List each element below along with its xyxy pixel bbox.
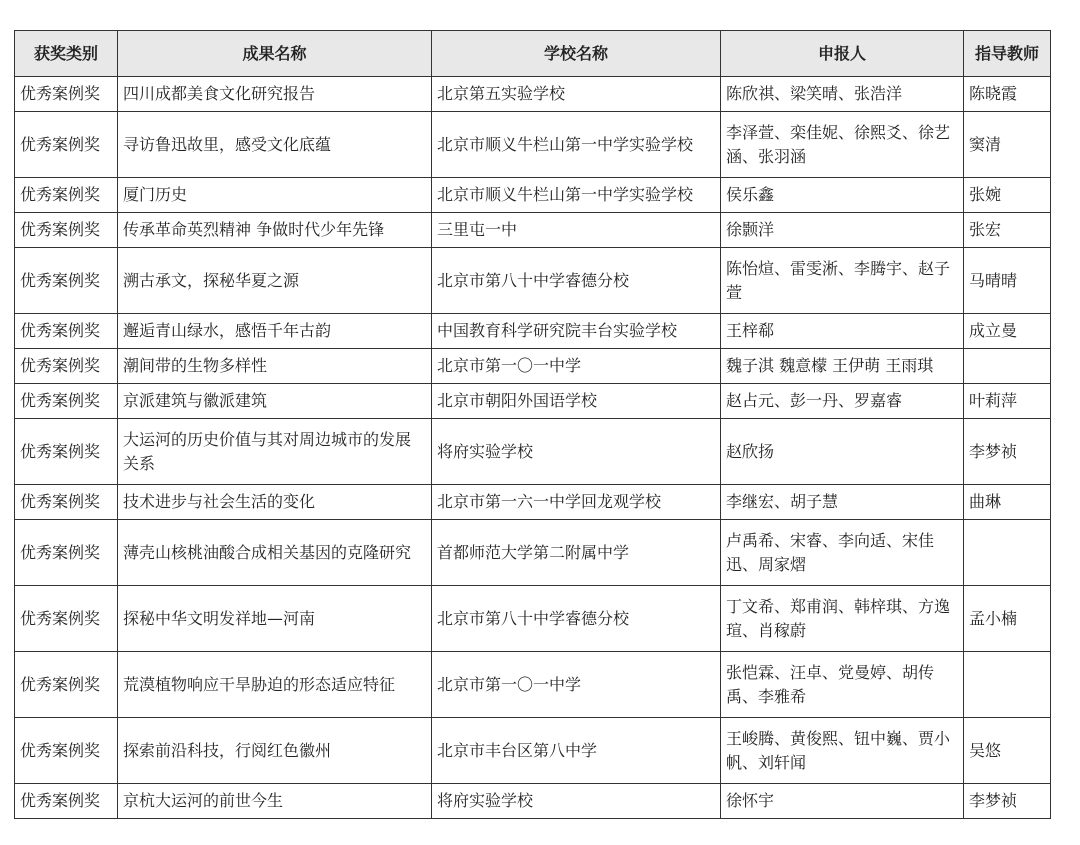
- cell-title: 薄壳山核桃油酸合成相关基因的克隆研究: [118, 520, 432, 586]
- cell-title: 传承革命英烈精神 争做时代少年先锋: [118, 213, 432, 248]
- table-row: [15, 314, 1051, 349]
- cell-teacher: 张婉: [964, 178, 1051, 213]
- cell-title: 京杭大运河的前世今生: [118, 784, 432, 819]
- cell-applicants: 丁文希、郑甫润、韩梓琪、方逸瑄、肖稼蔚: [721, 586, 964, 652]
- cell-title: 大运河的历史价值与其对周边城市的发展关系: [118, 419, 432, 485]
- cell-title: 探秘中华文明发祥地—河南: [118, 586, 432, 652]
- header-applicants: 申报人: [721, 31, 964, 77]
- cell-school: 北京市第一六一中学回龙观学校: [432, 485, 721, 520]
- awards-table: [14, 30, 1051, 819]
- header-teacher: 指导教师: [964, 31, 1051, 77]
- cell-category: 优秀案例奖: [15, 77, 118, 112]
- table-row: [15, 652, 1051, 718]
- cell-school: 北京市顺义牛栏山第一中学实验学校: [432, 178, 721, 213]
- cell-school: 北京市第八十中学睿德分校: [432, 586, 721, 652]
- cell-category: 优秀案例奖: [15, 248, 118, 314]
- cell-school: 北京市第一〇一中学: [432, 349, 721, 384]
- cell-category: 优秀案例奖: [15, 384, 118, 419]
- table-row: [15, 248, 1051, 314]
- cell-school: 北京市朝阳外国语学校: [432, 384, 721, 419]
- table-row: [15, 112, 1051, 178]
- cell-title: 探索前沿科技，行阅红色徽州: [118, 718, 432, 784]
- table-row: [15, 520, 1051, 586]
- header-school: 学校名称: [432, 31, 721, 77]
- cell-title: 寻访鲁迅故里，感受文化底蕴: [118, 112, 432, 178]
- cell-category: 优秀案例奖: [15, 784, 118, 819]
- cell-category: 优秀案例奖: [15, 213, 118, 248]
- cell-teacher: 张宏: [964, 213, 1051, 248]
- cell-applicants: 张恺霖、汪卓、党曼婷、胡传禹、李雅希: [721, 652, 964, 718]
- table-row: [15, 718, 1051, 784]
- cell-title: 荒漠植物响应干旱胁迫的形态适应特征: [118, 652, 432, 718]
- cell-applicants: 赵占元、彭一丹、罗嘉睿: [721, 384, 964, 419]
- cell-teacher: 陈晓霞: [964, 77, 1051, 112]
- cell-applicants: 王峻腾、黄俊熙、钮中巍、贾小帆、刘轩闻: [721, 718, 964, 784]
- cell-applicants: 卢禹希、宋睿、李向适、宋佳迅、周家熠: [721, 520, 964, 586]
- table-row: [15, 419, 1051, 485]
- cell-title: 溯古承文，探秘华夏之源: [118, 248, 432, 314]
- table-header-row: [15, 31, 1051, 77]
- cell-title: 技术进步与社会生活的变化: [118, 485, 432, 520]
- cell-category: 优秀案例奖: [15, 349, 118, 384]
- table-row: [15, 349, 1051, 384]
- cell-school: 三里屯一中: [432, 213, 721, 248]
- cell-teacher: [964, 349, 1051, 384]
- cell-school: 北京第五实验学校: [432, 77, 721, 112]
- table-body: [15, 77, 1051, 819]
- cell-applicants: 李泽萱、栾佳妮、徐熙爻、徐艺涵、张羽涵: [721, 112, 964, 178]
- cell-teacher: 马晴晴: [964, 248, 1051, 314]
- cell-school: 北京市顺义牛栏山第一中学实验学校: [432, 112, 721, 178]
- cell-title: 潮间带的生物多样性: [118, 349, 432, 384]
- cell-applicants: 魏子淇 魏意檬 王伊萌 王雨琪: [721, 349, 964, 384]
- cell-category: 优秀案例奖: [15, 586, 118, 652]
- header-title: 成果名称: [118, 31, 432, 77]
- cell-category: 优秀案例奖: [15, 178, 118, 213]
- cell-applicants: 陈欣祺、梁笑晴、张浩洋: [721, 77, 964, 112]
- cell-title: 四川成都美食文化研究报告: [118, 77, 432, 112]
- cell-title: 厦门历史: [118, 178, 432, 213]
- table-row: [15, 77, 1051, 112]
- cell-school: 北京市第一〇一中学: [432, 652, 721, 718]
- cell-category: 优秀案例奖: [15, 718, 118, 784]
- cell-teacher: 叶莉萍: [964, 384, 1051, 419]
- table-row: [15, 213, 1051, 248]
- table-row: [15, 485, 1051, 520]
- cell-applicants: 陈怡煊、雷雯淅、李腾宇、赵子萱: [721, 248, 964, 314]
- table-row: [15, 586, 1051, 652]
- cell-category: 优秀案例奖: [15, 419, 118, 485]
- cell-category: 优秀案例奖: [15, 652, 118, 718]
- awards-table-container: [14, 30, 1050, 819]
- table-row: [15, 784, 1051, 819]
- cell-school: 中国教育科学研究院丰台实验学校: [432, 314, 721, 349]
- cell-school: 首都师范大学第二附属中学: [432, 520, 721, 586]
- cell-teacher: 成立曼: [964, 314, 1051, 349]
- cell-applicants: 徐怀宇: [721, 784, 964, 819]
- cell-teacher: [964, 652, 1051, 718]
- cell-teacher: 李梦祯: [964, 419, 1051, 485]
- cell-category: 优秀案例奖: [15, 314, 118, 349]
- cell-teacher: 吴悠: [964, 718, 1051, 784]
- cell-teacher: 李梦祯: [964, 784, 1051, 819]
- cell-applicants: 赵欣扬: [721, 419, 964, 485]
- cell-school: 北京市第八十中学睿德分校: [432, 248, 721, 314]
- cell-applicants: 王梓郗: [721, 314, 964, 349]
- cell-teacher: [964, 520, 1051, 586]
- cell-applicants: 侯乐鑫: [721, 178, 964, 213]
- table-row: [15, 178, 1051, 213]
- cell-school: 将府实验学校: [432, 419, 721, 485]
- cell-category: 优秀案例奖: [15, 520, 118, 586]
- table-row: [15, 384, 1051, 419]
- cell-applicants: 李继宏、胡子慧: [721, 485, 964, 520]
- cell-title: 邂逅青山绿水，感悟千年古韵: [118, 314, 432, 349]
- cell-category: 优秀案例奖: [15, 112, 118, 178]
- cell-teacher: 窦清: [964, 112, 1051, 178]
- cell-school: 北京市丰台区第八中学: [432, 718, 721, 784]
- cell-applicants: 徐颢洋: [721, 213, 964, 248]
- cell-school: 将府实验学校: [432, 784, 721, 819]
- cell-title: 京派建筑与徽派建筑: [118, 384, 432, 419]
- header-category: 获奖类别: [15, 31, 118, 77]
- cell-category: 优秀案例奖: [15, 485, 118, 520]
- cell-teacher: 曲琳: [964, 485, 1051, 520]
- cell-teacher: 孟小楠: [964, 586, 1051, 652]
